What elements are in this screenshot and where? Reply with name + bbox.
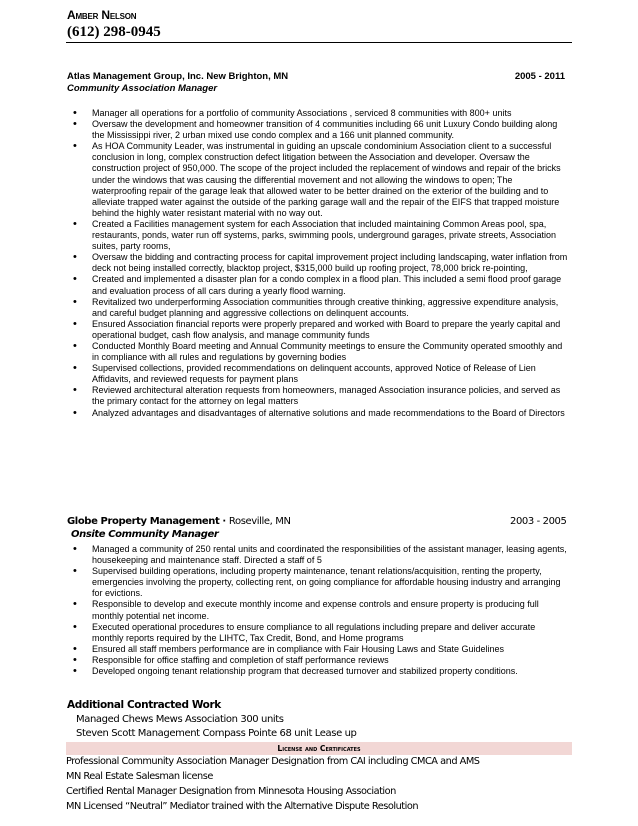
job2-bullet: • Responsible to develop and execute monthly income and expense controls and ensure property is producing full monthly potential net income. xyxy=(68,599,568,621)
candidate-name: Amber Nelson xyxy=(67,8,137,22)
job1-bullet: • Analyzed advantages and disadvantages of alternative solutions and made recommendations to the Board of Directors xyxy=(68,408,568,419)
job2-company: Globe Property Management xyxy=(67,516,220,527)
job2-bullet-list xyxy=(68,544,568,677)
job1-company: Atlas Management Group, Inc. New Brighton, MN xyxy=(67,71,289,82)
job1-bullet: • Conducted Monthly Board meeting and Annual Community meetings to ensure the Community operated smoothly and in compliance with all rules and regulations by governing bodies xyxy=(68,341,568,363)
license-item: Professional Community Association Manager Designation from CAI including CMCA and AMS xyxy=(66,756,480,767)
job2-bullet: • Executed operational procedures to ensure compliance to all regulations including prepare and deliver accurate monthly reports required by the LIHTC, Tax Credit, Bond, and Home programs xyxy=(68,622,568,644)
job1-bullet: • Supervised collections, provided recommendations on delinquent accounts, approved Notice of Release of Lien Affidavits, and reviewed requests for payment plans xyxy=(68,363,568,385)
job1-bullet: • Reviewed architectural alteration requests from homeowners, managed Association insurance policies, and served as the primary contact for the attorney on legal matters xyxy=(68,385,568,407)
job1-dates: 2005 - 2011 xyxy=(514,71,565,82)
license-item: MN Real Estate Salesman license xyxy=(66,771,213,782)
job1-bullet: • Created a Facilities management system for each Association that included maintaining Common Areas pool, spa, restaurants, ponds, water run off systems, parks, swimming pools, underground garages, private streets, Association suites, party rooms, xyxy=(68,219,568,252)
job2-location: Roseville, MN xyxy=(228,516,291,527)
job2-dates: 2003 - 2005 xyxy=(510,516,567,527)
job1-bullet: • Manager all operations for a portfolio of community Associations , serviced 8 communities with 800+ units xyxy=(68,108,568,119)
license-section-header xyxy=(66,742,572,755)
license-item: MN Licensed “Neutral” Mediator trained with the Alternative Dispute Resolution xyxy=(66,801,419,812)
license-item: Certified Rental Manager Designation from Minnesota Housing Association xyxy=(66,786,396,797)
job1-bullet: • Created and implemented a disaster plan for a condo complex in a flood plan. This included a semi flood proof garage and evaluation process of all cars during a yearly flood warning. xyxy=(68,274,568,296)
job2-separator: · xyxy=(219,516,229,527)
job2-bullet: • Supervised building operations, including property maintenance, tenant relations/acquisition, renting the property, emergencies involving the property, collecting rent, on going compliance for affordable housing industry and arranging for evictions. xyxy=(68,566,568,599)
job1-heading xyxy=(67,71,572,82)
job1-bullet: • Oversaw the bidding and contracting process for capital improvement project including landscaping, water inflation from deck not being installed correctly, blacktop project, $315,000 build up roofing project, 78,000 brick re-pointing, xyxy=(68,252,568,274)
job2-heading xyxy=(67,516,291,527)
job1-bullet-list xyxy=(68,108,568,419)
job2-bullet: • Managed a community of 250 rental units and coordinated the responsibilities of the assistant manager, leasing agents, housekeeping and maintenance staff. Directed a staff of 5 xyxy=(68,544,568,566)
job1-title: Community Association Manager xyxy=(67,83,218,94)
job1-bullet: • Oversaw the development and homeowner transition of 4 communities including 66 unit Luxury Condo building along the Mississippi river, 2 urban mixed use condo complex and a 166 unit planned community. xyxy=(68,119,568,141)
additional-work-item: Steven Scott Management Compass Pointe 68 unit Lease up xyxy=(76,728,357,739)
job1-bullet: • As HOA Community Leader, was instrumental in guiding an upscale condominium Association client to a successful conclusion in long, complex construction defect litigation between the Association and developer. Oversaw the construction project of 950,000. The scope of the project included the replacement of windows and repair of the bricks under the windows that was causing the differential movement and not allowing the windows to open; The waterproofing repair of the garage leak that allowed water to be better drained on the exterior of the building and to alleviate trapped water against the outside of the parking garage wall and the repair of the EIFS that trapped moisture behind the highly water resistant material with no way out. xyxy=(68,141,568,219)
license-section-title: License and Certificates xyxy=(277,744,361,753)
header-divider xyxy=(66,42,572,43)
job2-bullet: • Developed ongoing tenant relationship program that decreased turnover and stabilized property conditions. xyxy=(68,666,568,677)
job2-bullet: • Ensured all staff members performance are in compliance with Fair Housing Laws and State Guidelines xyxy=(68,644,568,655)
phone-number: (612) 298-0945 xyxy=(67,24,161,40)
job2-bullet: • Responsible for office staffing and completion of staff performance reviews xyxy=(68,655,568,666)
job1-bullet: • Revitalized two underperforming Association communities through creative thinking, aggressive expenditure analysis, and careful budget planning and aggressive collections on delinquent accounts. xyxy=(68,297,568,319)
additional-work-item: Managed Chews Mews Association 300 units xyxy=(76,714,284,725)
additional-work-heading: Additional Contracted Work xyxy=(67,699,221,711)
job1-bullet: • Ensured Association financial reports were properly prepared and worked with Board to prepare the yearly capital and operational budget, cash flow analysis, and manage community funds xyxy=(68,319,568,341)
job2-title: Onsite Community Manager xyxy=(71,529,219,540)
